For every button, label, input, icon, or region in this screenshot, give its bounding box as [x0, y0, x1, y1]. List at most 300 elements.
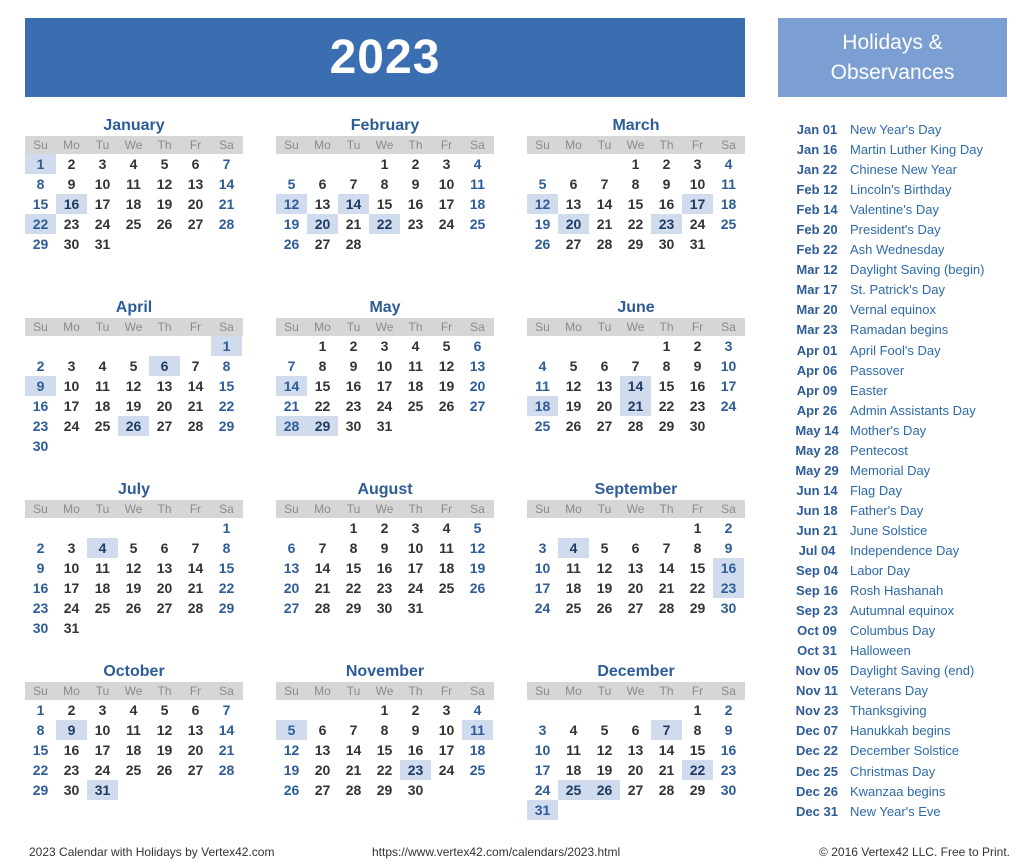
day-cell: 4	[98, 358, 107, 374]
holiday-row	[784, 240, 1014, 260]
holiday-row	[784, 621, 1014, 641]
holiday-date: Oct 09	[797, 623, 837, 639]
day-cell: 10	[438, 176, 455, 192]
weekday-label: Th	[659, 138, 674, 152]
day-cell: 25	[534, 418, 551, 434]
day-cell: 21	[658, 762, 675, 778]
weekday-label: Fr	[691, 138, 704, 152]
day-cell: 6	[569, 176, 578, 192]
day-cell: 10	[720, 358, 737, 374]
day-cell: 30	[407, 782, 424, 798]
day-grid	[276, 336, 494, 436]
holiday-row	[784, 361, 1014, 381]
day-cell: 6	[160, 540, 169, 556]
day-cell: 13	[187, 722, 204, 738]
day-cell: 14	[218, 176, 235, 192]
holiday-date: Jan 16	[796, 142, 838, 158]
holiday-name: Pentecost	[850, 442, 908, 458]
weekday-label: Su	[284, 684, 299, 698]
weekday-label: Th	[659, 684, 674, 698]
day-cell: 13	[627, 560, 644, 576]
day-cell: 27	[187, 762, 204, 778]
holiday-name: April Fool's Day	[850, 342, 941, 358]
weekday-label: Mo	[63, 320, 80, 334]
day-cell: 22	[314, 398, 331, 414]
holiday-name: Vernal equinox	[850, 302, 937, 318]
day-cell: 4	[129, 156, 138, 172]
day-cell: 14	[218, 722, 235, 738]
day-cell: 28	[627, 418, 644, 434]
year-title: 2023	[329, 31, 441, 84]
day-cell-holiday: 22	[369, 214, 400, 234]
day-cell: 28	[187, 600, 204, 616]
holiday-row	[784, 782, 1014, 802]
day-cell: 15	[218, 560, 235, 576]
weekday-header	[527, 318, 745, 336]
day-cell: 18	[94, 398, 111, 414]
day-cell: 21	[345, 216, 362, 232]
weekday-label: Sa	[721, 684, 736, 698]
day-cell: 22	[627, 216, 644, 232]
month-name: October	[103, 663, 165, 680]
day-cell: 17	[94, 196, 111, 212]
day-cell: 25	[565, 600, 582, 616]
holiday-date: Nov 23	[795, 703, 839, 719]
holiday-name: Chinese New Year	[850, 162, 957, 178]
month-september	[527, 480, 745, 618]
day-cell-holiday: 28	[276, 416, 307, 436]
day-cell: 2	[36, 358, 45, 374]
day-grid	[276, 154, 494, 254]
weekday-header	[527, 136, 745, 154]
day-cell: 7	[600, 176, 609, 192]
day-cell: 25	[469, 216, 486, 232]
empty-cell	[180, 518, 211, 538]
holiday-name: Martin Luther King Day	[850, 142, 983, 158]
day-cell: 30	[63, 236, 80, 252]
day-cell: 31	[689, 236, 706, 252]
holiday-row	[784, 300, 1014, 320]
empty-cell	[589, 700, 620, 720]
holiday-row	[784, 762, 1014, 782]
weekday-header	[276, 318, 494, 336]
day-cell: 25	[469, 762, 486, 778]
day-cell: 7	[349, 722, 358, 738]
day-cell-holiday: 12	[527, 194, 558, 214]
month-november	[276, 662, 494, 800]
day-cell-holiday: 1	[25, 154, 56, 174]
day-cell: 14	[187, 560, 204, 576]
day-cell: 29	[218, 418, 235, 434]
holiday-date: Dec 31	[796, 803, 838, 819]
day-cell: 23	[32, 418, 49, 434]
day-cell: 1	[693, 702, 702, 718]
day-cell: 6	[473, 338, 482, 354]
holiday-row	[784, 681, 1014, 701]
weekday-label: Th	[157, 138, 172, 152]
day-cell: 5	[473, 520, 482, 536]
holiday-name: New Year's Eve	[850, 803, 941, 819]
day-cell: 24	[438, 216, 455, 232]
day-cell: 20	[314, 762, 331, 778]
weekday-label: Th	[408, 502, 423, 516]
weekday-label: Fr	[440, 138, 453, 152]
holiday-date: Apr 26	[796, 402, 838, 418]
day-cell: 11	[566, 560, 581, 576]
day-cell: 15	[32, 196, 49, 212]
day-cell: 20	[627, 580, 644, 596]
holiday-date: Dec 22	[796, 743, 838, 759]
weekday-label: Mo	[314, 320, 331, 334]
day-cell: 17	[720, 378, 737, 394]
month-name: February	[350, 117, 420, 134]
day-cell: 1	[318, 338, 327, 354]
holiday-date: Feb 20	[796, 222, 838, 238]
day-cell: 26	[156, 216, 173, 232]
day-cell: 9	[411, 176, 420, 192]
empty-cell	[149, 518, 180, 538]
day-cell: 23	[720, 762, 737, 778]
day-cell: 22	[689, 580, 706, 596]
day-cell: 11	[126, 176, 141, 192]
day-cell: 19	[156, 742, 173, 758]
day-cell: 20	[156, 398, 173, 414]
day-cell: 7	[191, 540, 200, 556]
day-cell: 6	[287, 540, 296, 556]
day-cell: 6	[600, 358, 609, 374]
day-cell: 8	[36, 722, 45, 738]
weekday-label: Fr	[691, 320, 704, 334]
holiday-name: Memorial Day	[850, 462, 931, 478]
holiday-name: Autumnal equinox	[850, 603, 955, 619]
day-cell: 26	[156, 762, 173, 778]
weekday-label: Tu	[95, 502, 110, 516]
day-cell: 23	[689, 398, 706, 414]
day-cell: 2	[411, 156, 420, 172]
holidays-header	[778, 18, 1007, 97]
holiday-date: Sep 16	[796, 583, 838, 599]
empty-cell	[307, 518, 338, 538]
holiday-row	[784, 641, 1014, 661]
day-cell: 30	[63, 782, 80, 798]
day-cell: 17	[438, 742, 455, 758]
weekday-label: Su	[284, 502, 299, 516]
day-cell: 25	[438, 580, 455, 596]
holiday-date: May 29	[795, 462, 839, 478]
weekday-header	[25, 136, 243, 154]
holiday-date: Mar 23	[796, 322, 838, 338]
day-cell: 9	[724, 540, 733, 556]
day-cell: 18	[565, 762, 582, 778]
weekday-label: Sa	[219, 138, 234, 152]
day-cell: 28	[658, 782, 675, 798]
day-cell-holiday: 1	[211, 336, 242, 356]
holiday-row	[784, 341, 1014, 361]
day-cell: 2	[36, 540, 45, 556]
day-grid	[276, 518, 494, 618]
day-cell: 11	[126, 722, 141, 738]
day-cell: 28	[314, 600, 331, 616]
holiday-name: Daylight Saving (begin)	[850, 262, 985, 278]
day-cell: 7	[631, 358, 640, 374]
day-cell: 24	[94, 216, 111, 232]
empty-cell	[527, 700, 558, 720]
weekday-label: Mo	[314, 502, 331, 516]
holiday-name: Valentine's Day	[850, 202, 939, 218]
day-cell: 24	[534, 600, 551, 616]
weekday-header	[276, 500, 494, 518]
holiday-name: Admin Assistants Day	[850, 402, 976, 418]
day-cell: 19	[125, 398, 142, 414]
day-cell: 26	[596, 600, 613, 616]
day-cell: 21	[345, 762, 362, 778]
day-cell: 15	[689, 742, 706, 758]
empty-cell	[620, 700, 651, 720]
empty-cell	[149, 336, 180, 356]
holiday-date: Mar 17	[796, 282, 838, 298]
holiday-name: Flag Day	[850, 482, 903, 498]
day-cell: 17	[63, 580, 80, 596]
weekday-label: Sa	[721, 502, 736, 516]
day-cell-holiday: 20	[307, 214, 338, 234]
holiday-date: Nov 05	[795, 663, 839, 679]
day-cell: 26	[438, 398, 455, 414]
day-cell-holiday: 31	[87, 780, 118, 800]
holiday-list	[784, 120, 1014, 822]
day-cell: 18	[125, 196, 142, 212]
empty-cell	[276, 700, 307, 720]
footer-url[interactable]: https://www.vertex42.com/calendars/2023.html	[372, 845, 621, 859]
empty-cell	[276, 336, 307, 356]
day-cell: 6	[191, 702, 200, 718]
holiday-date: Dec 26	[796, 783, 838, 799]
holiday-date: Feb 22	[796, 242, 838, 258]
empty-cell	[25, 336, 56, 356]
holiday-date: Oct 31	[797, 643, 837, 659]
month-name: April	[115, 299, 153, 316]
day-cell: 4	[538, 358, 547, 374]
day-cell: 23	[63, 216, 80, 232]
holiday-row	[784, 280, 1014, 300]
holiday-name: Father's Day	[850, 502, 924, 518]
day-cell: 1	[631, 156, 640, 172]
weekday-label: Tu	[95, 684, 110, 698]
day-cell: 15	[376, 742, 393, 758]
empty-cell	[558, 154, 589, 174]
weekday-label: Mo	[565, 320, 582, 334]
day-cell: 30	[376, 600, 393, 616]
holiday-date: Jun 14	[796, 482, 838, 498]
weekday-label: Tu	[346, 684, 361, 698]
holiday-date: Dec 07	[796, 723, 838, 739]
day-cell: 19	[534, 216, 551, 232]
day-cell: 16	[376, 560, 393, 576]
day-grid	[276, 700, 494, 800]
weekday-label: Th	[157, 684, 172, 698]
day-cell: 31	[376, 418, 393, 434]
empty-cell	[338, 154, 369, 174]
weekday-label: Su	[33, 502, 48, 516]
empty-cell	[589, 154, 620, 174]
month-june	[527, 298, 745, 436]
weekday-label: Fr	[440, 502, 453, 516]
day-cell: 5	[160, 702, 169, 718]
day-cell: 9	[411, 722, 420, 738]
day-cell: 19	[438, 378, 455, 394]
day-cell-holiday: 29	[307, 416, 338, 436]
holiday-date: Feb 12	[796, 182, 838, 198]
month-april	[25, 298, 243, 456]
day-cell-holiday: 17	[682, 194, 713, 214]
day-cell: 19	[596, 762, 613, 778]
holiday-row	[784, 200, 1014, 220]
day-cell: 10	[94, 176, 111, 192]
weekday-label: Su	[535, 502, 550, 516]
day-cell: 8	[380, 722, 389, 738]
holiday-name: St. Patrick's Day	[850, 282, 945, 298]
holiday-date: Nov 11	[796, 683, 838, 699]
day-cell: 8	[380, 176, 389, 192]
day-cell: 2	[662, 156, 671, 172]
holiday-name: Kwanzaa begins	[850, 783, 946, 799]
holiday-row	[784, 441, 1014, 461]
day-cell: 17	[63, 398, 80, 414]
holiday-date: Apr 06	[796, 362, 838, 378]
weekday-label: Mo	[565, 138, 582, 152]
day-cell: 4	[129, 702, 138, 718]
day-cell: 30	[32, 620, 49, 636]
day-cell: 1	[349, 520, 358, 536]
day-cell: 12	[596, 560, 613, 576]
day-cell-holiday: 26	[118, 416, 149, 436]
day-grid	[527, 336, 745, 436]
day-cell: 9	[662, 176, 671, 192]
day-cell: 20	[187, 742, 204, 758]
year-banner	[25, 18, 745, 97]
day-cell: 13	[314, 742, 331, 758]
day-cell: 14	[314, 560, 331, 576]
holiday-row	[784, 481, 1014, 501]
weekday-label: Sa	[219, 320, 234, 334]
empty-cell	[338, 700, 369, 720]
day-cell: 7	[662, 540, 671, 556]
day-cell: 27	[156, 600, 173, 616]
day-cell: 11	[470, 176, 485, 192]
day-cell: 10	[407, 540, 424, 556]
day-cell: 16	[689, 378, 706, 394]
day-cell: 13	[187, 176, 204, 192]
weekday-label: Su	[284, 320, 299, 334]
day-grid	[527, 700, 745, 820]
day-cell: 11	[408, 358, 423, 374]
day-cell: 23	[63, 762, 80, 778]
empty-cell	[87, 518, 118, 538]
day-cell: 25	[94, 418, 111, 434]
day-cell-holiday: 5	[276, 720, 307, 740]
day-cell: 1	[36, 702, 45, 718]
weekday-label: We	[375, 320, 394, 334]
day-cell: 24	[407, 580, 424, 596]
weekday-label: Tu	[95, 138, 110, 152]
day-cell-holiday: 7	[651, 720, 682, 740]
empty-cell	[651, 518, 682, 538]
day-cell: 26	[125, 600, 142, 616]
day-cell: 15	[627, 196, 644, 212]
day-cell: 3	[724, 338, 733, 354]
day-cell: 31	[407, 600, 424, 616]
holiday-date: Feb 14	[796, 202, 838, 218]
day-cell: 13	[469, 358, 486, 374]
day-grid	[25, 518, 243, 638]
day-cell: 27	[596, 418, 613, 434]
day-cell: 15	[314, 378, 331, 394]
holiday-name: Mother's Day	[850, 422, 927, 438]
month-august	[276, 480, 494, 618]
day-cell-holiday: 4	[558, 538, 589, 558]
day-cell: 23	[376, 580, 393, 596]
month-february	[276, 116, 494, 254]
weekday-label: Mo	[565, 502, 582, 516]
holiday-date: Jul 04	[798, 542, 836, 558]
empty-cell	[558, 336, 589, 356]
day-cell: 3	[442, 156, 451, 172]
weekday-label: Th	[408, 138, 423, 152]
day-cell: 28	[345, 236, 362, 252]
day-cell: 13	[156, 378, 173, 394]
holiday-date: Mar 12	[796, 262, 838, 278]
day-cell: 5	[129, 358, 138, 374]
day-cell: 17	[376, 378, 393, 394]
day-cell: 15	[376, 196, 393, 212]
weekday-label: Tu	[597, 138, 612, 152]
weekday-label: Sa	[219, 684, 234, 698]
day-cell: 1	[380, 702, 389, 718]
weekday-label: Su	[535, 138, 550, 152]
empty-cell	[276, 518, 307, 538]
day-cell: 27	[565, 236, 582, 252]
day-cell: 3	[411, 520, 420, 536]
empty-cell	[589, 336, 620, 356]
day-cell: 29	[627, 236, 644, 252]
day-cell-holiday: 6	[149, 356, 180, 376]
weekday-label: Su	[33, 138, 48, 152]
day-cell-holiday: 9	[56, 720, 87, 740]
holiday-row	[784, 381, 1014, 401]
day-cell: 29	[658, 418, 675, 434]
day-cell: 24	[376, 398, 393, 414]
holiday-row	[784, 721, 1014, 741]
day-cell: 19	[596, 580, 613, 596]
day-cell: 22	[345, 580, 362, 596]
holidays-header-line2: Observances	[830, 60, 955, 84]
day-cell: 12	[156, 722, 173, 738]
day-cell: 14	[345, 742, 362, 758]
day-cell: 3	[98, 156, 107, 172]
day-cell: 8	[318, 358, 327, 374]
day-cell: 7	[191, 358, 200, 374]
weekday-label: Fr	[189, 502, 202, 516]
weekday-label: We	[124, 138, 143, 152]
day-cell: 16	[658, 196, 675, 212]
weekday-label: Tu	[597, 502, 612, 516]
day-cell: 22	[658, 398, 675, 414]
day-cell: 18	[407, 378, 424, 394]
day-cell: 4	[411, 338, 420, 354]
empty-cell	[25, 518, 56, 538]
day-cell-holiday: 20	[558, 214, 589, 234]
weekday-label: We	[626, 502, 645, 516]
day-cell: 12	[125, 560, 142, 576]
